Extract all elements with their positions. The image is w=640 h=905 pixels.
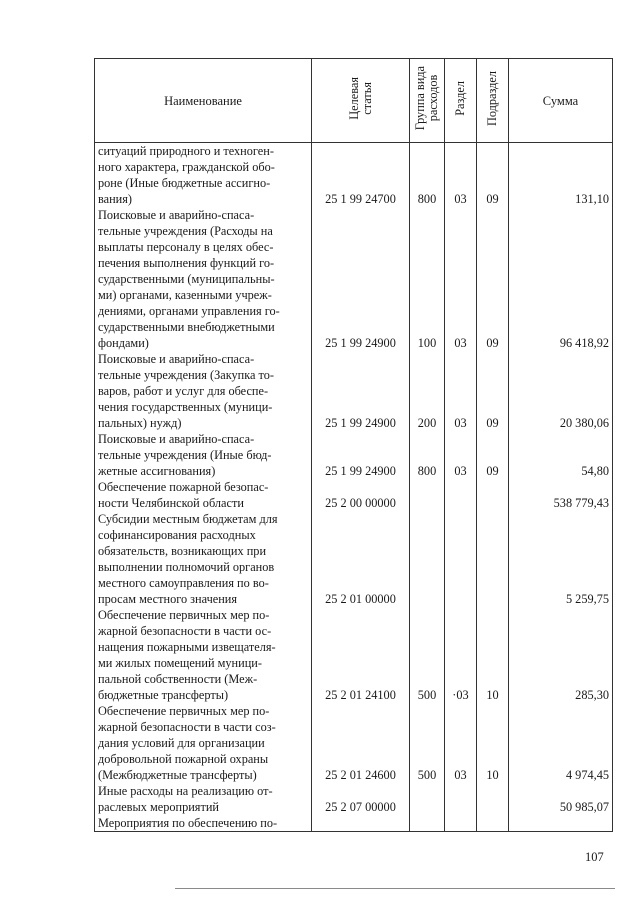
row-name-line: печения выполнения функций го- (98, 256, 275, 270)
row-name-line: ности Челябинской области (98, 496, 244, 510)
row-name-line: сударственными (муниципальны- (98, 272, 275, 286)
row-name (95, 207, 312, 351)
row-name-line: тельные учреждения (Расходы на (98, 224, 273, 238)
row-name-line: тельные учреждения (Закупка то- (98, 368, 275, 382)
row-name-line: дания условий для организации (98, 736, 265, 750)
row-sum: 54,80 (509, 431, 613, 479)
row-name (95, 607, 312, 703)
row-section: ·03 (445, 607, 477, 703)
row-name-line: ми) органами, казенными учреж- (98, 288, 272, 302)
row-name-line: Поисковые и аварийно-спаса- (98, 352, 255, 366)
table-row (95, 207, 613, 351)
row-group (410, 783, 445, 815)
header-subsection-label: Подраздел (485, 70, 499, 127)
header-group (410, 59, 445, 143)
row-group (410, 815, 445, 832)
row-name-line: обязательств, возникающих при (98, 544, 267, 558)
row-name (95, 479, 312, 511)
row-name-line: роне (Иные бюджетные ассигно- (98, 176, 271, 190)
row-sum: 131,10 (509, 143, 613, 208)
row-target: 25 1 99 24700 (312, 143, 410, 208)
header-section-label: Раздел (453, 81, 467, 116)
row-sum (509, 815, 613, 832)
row-section (445, 479, 477, 511)
row-sum: 4 974,45 (509, 703, 613, 783)
row-target: 25 2 07 00000 (312, 783, 410, 815)
row-subsection (477, 479, 509, 511)
row-sum: 96 418,92 (509, 207, 613, 351)
budget-table (94, 58, 613, 832)
row-name-line: выплаты персоналу в целях обес- (98, 240, 274, 254)
header-subsection (477, 59, 509, 143)
page-number: 107 (585, 850, 604, 864)
row-name-line: Мероприятия по обеспечению по- (98, 816, 278, 830)
row-sum: 50 985,07 (509, 783, 613, 815)
row-subsection (477, 511, 509, 607)
header-target (312, 59, 410, 143)
table-row (95, 511, 613, 607)
row-group: 100 (410, 207, 445, 351)
row-section (445, 783, 477, 815)
row-sum: 5 259,75 (509, 511, 613, 607)
header-name (95, 59, 312, 143)
row-section (445, 511, 477, 607)
row-name-line: варов, работ и услуг для обеспе- (98, 384, 269, 398)
row-section: 03 (445, 703, 477, 783)
row-section: 03 (445, 143, 477, 208)
row-name-line: добровольной пожарной охраны (98, 752, 269, 766)
row-target: 25 2 01 24100 (312, 607, 410, 703)
footer-divider (175, 888, 615, 889)
row-subsection (477, 815, 509, 832)
row-name-line: пальной собственности (Меж- (98, 672, 258, 686)
row-name (95, 815, 312, 832)
row-subsection: 09 (477, 207, 509, 351)
row-name-line: Обеспечение первичных мер по- (98, 608, 270, 622)
row-name-line: ситуаций природного и техноген- (98, 144, 274, 158)
row-section: 03 (445, 351, 477, 431)
row-name-line: Обеспечение пожарной безопас- (98, 480, 269, 494)
row-group: 500 (410, 703, 445, 783)
row-name-line: вания) (98, 192, 133, 206)
table-header-row (95, 59, 613, 143)
table-row (95, 815, 613, 832)
row-name (95, 703, 312, 783)
table-row (95, 143, 613, 208)
row-sum: 20 380,06 (509, 351, 613, 431)
row-name-line: нащения пожарными извещателя- (98, 640, 276, 654)
table-body (95, 143, 613, 832)
row-subsection: 09 (477, 143, 509, 208)
row-sum: 538 779,43 (509, 479, 613, 511)
row-section: 03 (445, 431, 477, 479)
table-row (95, 351, 613, 431)
row-name (95, 511, 312, 607)
table-row (95, 607, 613, 703)
header-group-label: Группа вида расходов (413, 66, 440, 131)
row-target: 25 1 99 24900 (312, 431, 410, 479)
row-group (410, 479, 445, 511)
table-row (95, 783, 613, 815)
row-name-line: чения государственных (муници- (98, 400, 273, 414)
row-target: 25 2 00 00000 (312, 479, 410, 511)
header-section (445, 59, 477, 143)
row-name-line: бюджетные трансферты) (98, 688, 229, 702)
row-name-line: Поисковые и аварийно-спаса- (98, 208, 255, 222)
row-name-line: (Межбюджетные трансферты) (98, 768, 257, 782)
row-name-line: просам местного значения (98, 592, 238, 606)
row-sum: 285,30 (509, 607, 613, 703)
header-name-label: Наименование (164, 93, 242, 108)
row-name-line: пальных) нужд) (98, 416, 182, 430)
row-subsection: 09 (477, 431, 509, 479)
row-name-line: Поисковые и аварийно-спаса- (98, 432, 255, 446)
row-name (95, 431, 312, 479)
table-row (95, 479, 613, 511)
row-name-line: софинансирования расходных (98, 528, 256, 542)
row-name-line: местного самоуправления по во- (98, 576, 269, 590)
row-target (312, 815, 410, 832)
row-name-line: тельные учреждения (Иные бюд- (98, 448, 272, 462)
row-target: 25 1 99 24900 (312, 207, 410, 351)
row-name-line: жарной безопасности в части ос- (98, 624, 272, 638)
row-name-line: фондами) (98, 336, 149, 350)
row-name-line: ми жилых помещений муници- (98, 656, 262, 670)
row-name-line: Субсидии местным бюджетам для (98, 512, 278, 526)
table-row (95, 703, 613, 783)
row-subsection: 10 (477, 703, 509, 783)
row-target: 25 2 01 24600 (312, 703, 410, 783)
header-sum (509, 59, 613, 143)
row-target: 25 1 99 24900 (312, 351, 410, 431)
row-name-line: Иные расходы на реализацию от- (98, 784, 273, 798)
row-section: 03 (445, 207, 477, 351)
row-section (445, 815, 477, 832)
row-name-line: сударственными внебюджетными (98, 320, 275, 334)
row-name (95, 351, 312, 431)
row-name (95, 783, 312, 815)
row-group: 500 (410, 607, 445, 703)
row-group: 800 (410, 143, 445, 208)
row-target: 25 2 01 00000 (312, 511, 410, 607)
row-name-line: раслевых мероприятий (98, 800, 219, 814)
row-group: 200 (410, 351, 445, 431)
header-target-label: Целевая статья (346, 77, 374, 120)
row-name-line: жетные ассигнования) (98, 464, 216, 478)
header-sum-label: Сумма (542, 93, 579, 108)
row-name-line: выполнении полномочий органов (98, 560, 275, 574)
table-row (95, 431, 613, 479)
row-name-line: жарной безопасности в части соз- (98, 720, 276, 734)
row-name-line: ного характера, гражданской обо- (98, 160, 275, 174)
row-name-line: Обеспечение первичных мер по- (98, 704, 270, 718)
row-subsection: 10 (477, 607, 509, 703)
row-subsection (477, 783, 509, 815)
row-name-line: дениями, органами управления го- (98, 304, 280, 318)
row-group: 800 (410, 431, 445, 479)
row-group (410, 511, 445, 607)
row-name (95, 143, 312, 208)
row-subsection: 09 (477, 351, 509, 431)
